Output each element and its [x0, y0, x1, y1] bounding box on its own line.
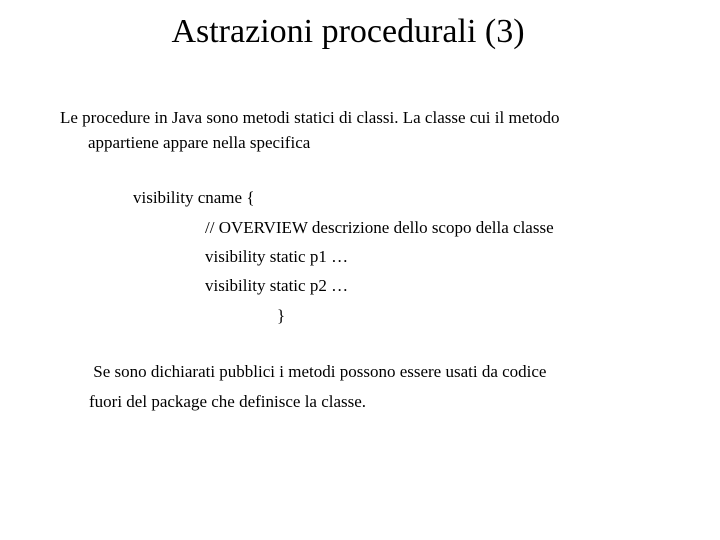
- closing-line-2: fuori del package che definisce la classe.: [89, 392, 367, 411]
- code-method-p2: visibility static p2 …: [205, 276, 349, 295]
- code-class-declaration: visibility cname {: [133, 188, 255, 207]
- slide-title: Astrazioni procedurali (3): [171, 13, 525, 50]
- code-method-p1: visibility static p1 …: [205, 247, 349, 266]
- closing-line-1: Se sono dichiarati pubblici i metodi possono essere usati da codice: [89, 362, 547, 381]
- intro-line-2: appartiene appare nella specifica: [88, 133, 311, 152]
- intro-line-1: Le procedure in Java sono metodi statici di classi. La classe cui il metodo: [60, 108, 560, 127]
- code-overview-comment: // OVERVIEW descrizione dello scopo della classe: [205, 218, 554, 237]
- code-closing-brace: }: [277, 306, 286, 325]
